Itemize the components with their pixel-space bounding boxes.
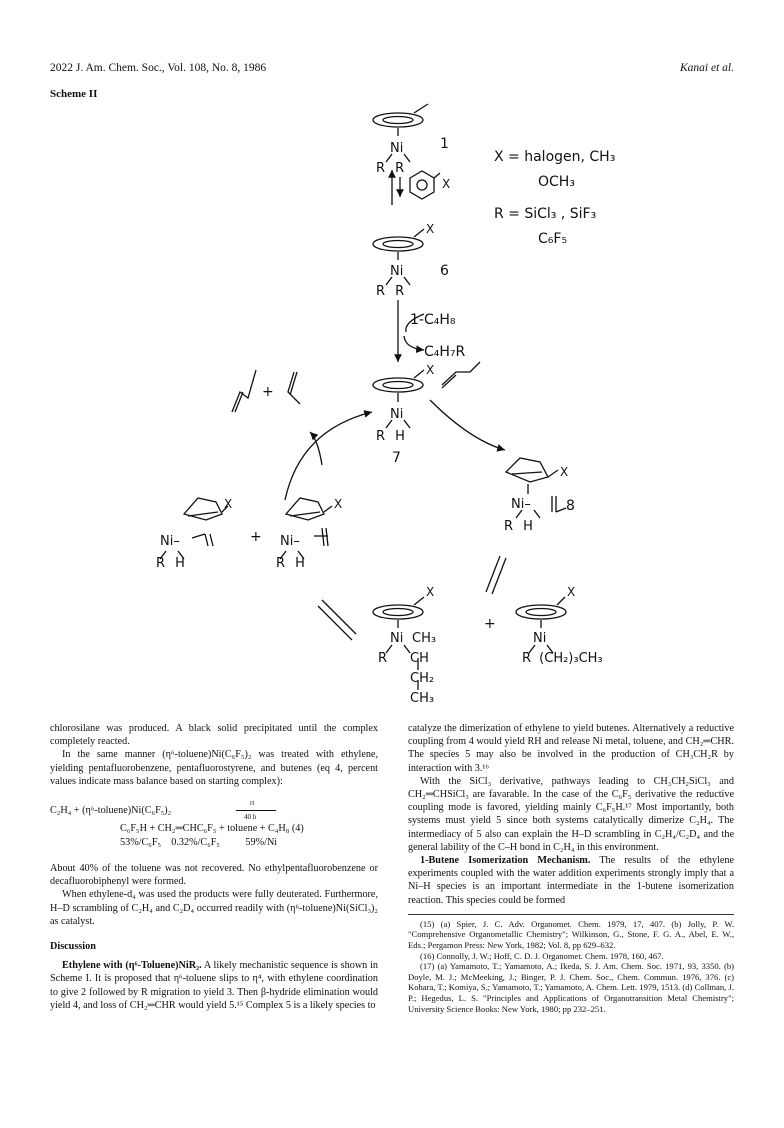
label-1-butene: 1-C₄H₈	[410, 312, 456, 328]
complex-6-ring	[373, 229, 424, 251]
left-text-column	[50, 722, 378, 1012]
running-header-right: Kanai et al.	[680, 62, 734, 74]
label-ni-bottom-right: Ni	[533, 631, 547, 646]
paragraph-text: A likely mechanistic sequence is shown in Scheme I. It is proposed that η⁶-toluene slips to η⁴, with ethylene coordination to give 2 followed by R migration to yield 3. Then β-hydride elimination would yield 4, and loss of CH₂═CHR would yield 5.¹⁵ Complex 5 is a likely species to	[50, 960, 378, 1011]
label-r-bottom-left: R	[378, 651, 388, 666]
footnote-16: (16) Connolly, J. W.; Hoff, C. D. J. Organomet. Chem. 1978, 160, 467.	[420, 950, 664, 961]
footnote-15: (15) (a) Spier, J. C. Adv. Organomet. Chem. 1979, 17, 407. (b) Jolly, P. W. "Comprehensive Organometallic Chemistry"; Wilkinson, G., Stone, F. G. A., Abel, E. W., Eds.; Pergamon Press: New York, 1982; Vol. 8, pp 629–632.	[408, 918, 734, 951]
plus-butenes: +	[262, 384, 274, 400]
label-rh-left-b: R H	[276, 556, 305, 571]
label-rr-6: R R	[376, 284, 405, 299]
label-ni-7: Ni	[390, 407, 404, 422]
label-ni-left-b: Ni–	[280, 534, 300, 549]
paragraph	[408, 854, 734, 907]
equation-yields: 53%/C₆F₅ 0.32%/C₆F₅ 59%/Ni	[120, 837, 278, 849]
equation-arrow-top: rt	[250, 799, 255, 808]
label-ch-bottom-left: CH	[410, 651, 429, 666]
run-in-heading: 1-Butene Isomerization Mechanism.	[420, 855, 591, 867]
label-c4h7r: C₄H₇R	[424, 344, 466, 360]
equation-reactants: C₂H₄ + (η⁶-toluene)Ni(C₆F₅)₂	[50, 805, 172, 817]
complex-left-b-ring	[286, 498, 332, 520]
label-x-bottom-right: X	[567, 585, 576, 599]
section-heading: Discussion	[50, 941, 96, 953]
label-ni-8: Ni–	[511, 497, 531, 512]
label-rh-left-a: R H	[156, 556, 185, 571]
complex-left-a-ring	[184, 498, 228, 520]
running-header-left: 2022 J. Am. Chem. Soc., Vol. 108, No. 8, 1986	[50, 62, 267, 74]
r-definition-line1: R = SiCl₃ , SiF₃	[494, 206, 597, 222]
right-text-column	[408, 722, 734, 1014]
equation-products: C₆F₅H + CH₂═CHC₆F₅ + toluene + C₄H₈ (4)	[120, 823, 304, 835]
equation-4	[50, 798, 378, 854]
label-ch3b-bottom-left: CH₃	[410, 691, 435, 706]
plus-left: +	[250, 529, 262, 545]
complex-7-ring	[373, 370, 424, 392]
paragraph	[50, 959, 378, 1012]
label-complex-8: 8	[566, 498, 575, 514]
equation-arrow-bottom: 40 h	[244, 813, 257, 822]
complex-bottom-right-ring	[516, 597, 566, 619]
label-x-reagent: X	[442, 177, 451, 191]
label-r-ch2-3ch3: R (CH₂)₃CH₃	[522, 651, 603, 666]
x-definition-line1: X = halogen, CH₃	[494, 149, 616, 165]
label-complex-7: 7	[392, 450, 401, 466]
footnotes	[408, 914, 734, 1014]
r-definition-line2: C₆F₅	[538, 231, 568, 247]
paragraph: chlorosilane was produced. A black solid precipitated until the complex completely reacted.	[50, 723, 378, 748]
label-x-bottom-left: X	[426, 585, 435, 599]
paragraph: catalyze the dimerization of ethylene to yield butenes. Alternatively a reductive coupling from 4 would yield RH and release Ni metal, toluene, and CH₂═CHR. The species 5 may also be involved in the production of CH₃CH₂R by interaction with 3.¹⁶	[408, 723, 734, 774]
paragraph: About 40% of the toluene was not recovered. No ethylpentafluorobenzene or decafluorobiphenyl were formed.	[50, 863, 378, 888]
x-definition-line2: OCH₃	[538, 174, 575, 190]
label-x-7: X	[426, 363, 435, 377]
label-ni-bottom-left: Ni	[390, 631, 404, 646]
label-ni-6: Ni	[390, 264, 404, 279]
plus-bottom: +	[484, 616, 496, 632]
label-ni-left-a: Ni–	[160, 534, 180, 549]
label-ch2-bottom-left: CH₂	[410, 671, 435, 686]
label-complex-6: 6	[440, 263, 449, 279]
paragraph-text: The results of the ethylene experiments coupled with the water addition experiments strongly imply that a Ni–H species is an important intermediate in the 1-butene isomerization reaction. This species could be formed	[408, 855, 734, 906]
complex-8-ring	[506, 458, 558, 482]
label-x-6: X	[426, 222, 435, 236]
paragraph: When ethylene-d₄ was used the products were fully deuterated. Furthermore, H–D scrambling of C₂H₄ and C₂D₄ occurred readily with (η⁶-toluene)Ni(SiCl₃)₂ as catalyst.	[50, 889, 378, 927]
scheme-title: Scheme II	[50, 88, 98, 100]
label-ch3-bottom-left: CH₃	[412, 631, 437, 646]
paragraph: With the SiCl₃ derivative, pathways leading to CH₃CH₂SiCl₃ and CH₂═CHSiCl₃ are favarable. In the case of the C₆F₅ derivative the reductive coupling mode is favored, yielding mainly C₆F₅H.¹⁷ Most importantly, both systems must yield 5 since both systems catalytically dimerize C₂H₄. The intermediacy of 5 also can explain the H–D scrambling in C₂H₄/C₂D₄ and the general lability of the C–H bond in C₂H₄ in this environment.	[408, 775, 734, 853]
label-rh-7: R H	[376, 429, 405, 444]
label-rh-8: R H	[504, 519, 533, 534]
label-ni-1: Ni	[390, 141, 404, 156]
complex-1-ring	[373, 104, 428, 127]
label-x-8: X	[560, 465, 569, 479]
label-rr-1: R R	[376, 161, 405, 176]
label-complex-1: 1	[440, 136, 449, 152]
label-x-left-a: X	[224, 497, 233, 511]
paragraph: In the same manner (η⁶-toluene)Ni(C₆F₅)₂ was treated with ethylene, yielding pentafluorobenzene, pentafluorostyrene, and butenes (eq 4, percent values indicate mass balance based on starting complex):	[50, 749, 378, 787]
footnote-17: (17) (a) Yamamoto, T.; Yamamoto, A.; Ikeda, S. J. Am. Chem. Soc. 1971, 93, 3350. (b) Doyle, M. J.; McMeeking, J.; Binger, P. J. Chem. Soc., Chem. Commun. 1976, 376. (c) Kohara, T.; Komiya, S.; Yamamoto, T.; Yamamoto, A. Chem. Lett. 1979, 1513. (d) Collman, J. P.; Hegedus, L. S. "Principles and Applications of Organotransition Metal Chemistry"; University Science Books: New York, 1980; pp 232–251.	[408, 961, 734, 1014]
complex-bottom-left-ring	[373, 597, 424, 619]
label-x-left-b: X	[334, 497, 343, 511]
run-in-heading: Ethylene with (η⁶-Toluene)NiR₂.	[62, 960, 202, 972]
